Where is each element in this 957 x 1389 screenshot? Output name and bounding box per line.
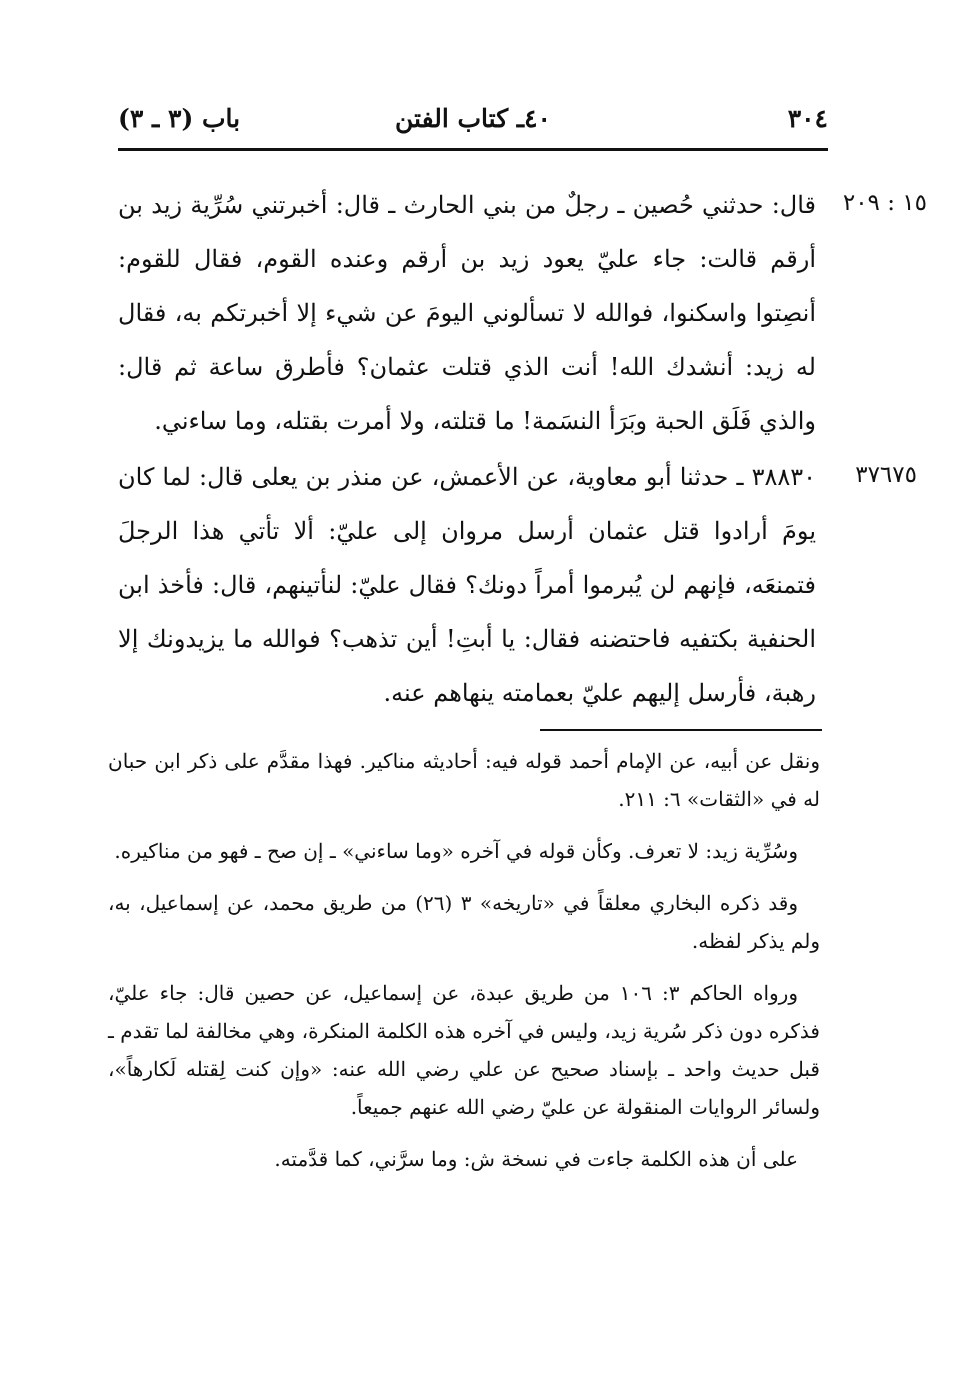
footnotes	[108, 742, 820, 1192]
page-header	[118, 100, 828, 140]
chapter-title: ٤٠ـ كتاب الفتن	[395, 104, 551, 133]
bab-label: باب (٣ ـ ٣)	[118, 104, 241, 133]
footnote-paragraph: ونقل عن أبيه، عن الإمام أحمد قوله فيه: أحاديثه مناكير. فهذا مقدَّم على ذكر ابن حبان له في «الثقات» ٦: ٢١١.	[108, 749, 820, 811]
hadith-text: قال: حدثني حُصين ـ رجلٌ من بني الحارث ـ قال: أخبرتني سُرِّية زيد بن أرقم قالت: جاء عليّ يعود زيد بن أرقم وعنده القوم، فقال للقوم: أنصِتوا واسكنوا، فوالله لا تسألوني اليومَ عن شيء إلا أخبرتكم به، فقال له زيد: أنشدك الله! أنت الذي قتلت عثمان؟ فأطرق ساعة ثم قال: والذي فَلَق الحبة وبَرَأ النسَمة! ما قتلته، ولا أمرت بقتله، وما ساءني.	[118, 191, 816, 435]
hadith-entry	[118, 178, 816, 448]
hadith-entry	[118, 450, 816, 720]
footnote-paragraph: على أن هذه الكلمة جاءت في نسخة ش: وما سرَّني، كما قدَّمته.	[274, 1147, 798, 1171]
hadith-text: ٣٨٨٣٠ ـ حدثنا أبو معاوية، عن الأعمش، عن منذر بن يعلى قال: لما كان يومَ أرادوا قتل عثمان أرسل مروان إلى عليّ: ألا تأتي هذا الرجلَ فتمنعَه، فإنهم لن يُبرموا أمراً دونك؟ فقال عليّ: لنأتينهم، قال: فأخذ ابن الحنفية بكتفيه فاحتضنه فقال: يا أبتِ! أين تذهب؟ فوالله ما يزيدونك إلا رهبة، فأرسل إليهم عليّ بعمامته ينهاهم عنه.	[118, 463, 817, 707]
footnote-paragraph: وسُرِّية زيد: لا تعرف. وكأن قوله في آخره «وما ساءني» ـ إن صح ـ فهو من مناكيره.	[114, 839, 798, 863]
footnote-paragraph: وقد ذكره البخاري معلقاً في «تاريخه» ٣ (٢٦) من طريق محمد، عن إسماعيل، به، ولم يذكر لفظه.	[108, 891, 820, 953]
entry-number: ٣٧٦٧٥	[855, 462, 917, 488]
footnote-separator	[540, 729, 822, 731]
header-rule	[118, 148, 828, 151]
footnote-paragraph: ورواه الحاكم ٣: ١٠٦ من طريق عبدة، عن إسماعيل، عن حصين قال: جاء عليّ، فذكره دون ذكر سُرية زيد، وليس في آخره هذه الكلمة المنكرة، وهي مخالفة لما تقدم ـ قبل حديث واحد ـ بإسناد صحيح عن علي رضي الله عنه: «وإن كنت لِقتله لَكارهاً»، ولسائر الروايات المنقولة عن عليّ رضي الله عنهم جميعاً.	[108, 981, 820, 1119]
entry-number: ١٥ : ٢٠٩	[842, 190, 927, 216]
page-number: ٣٠٤	[787, 104, 828, 133]
